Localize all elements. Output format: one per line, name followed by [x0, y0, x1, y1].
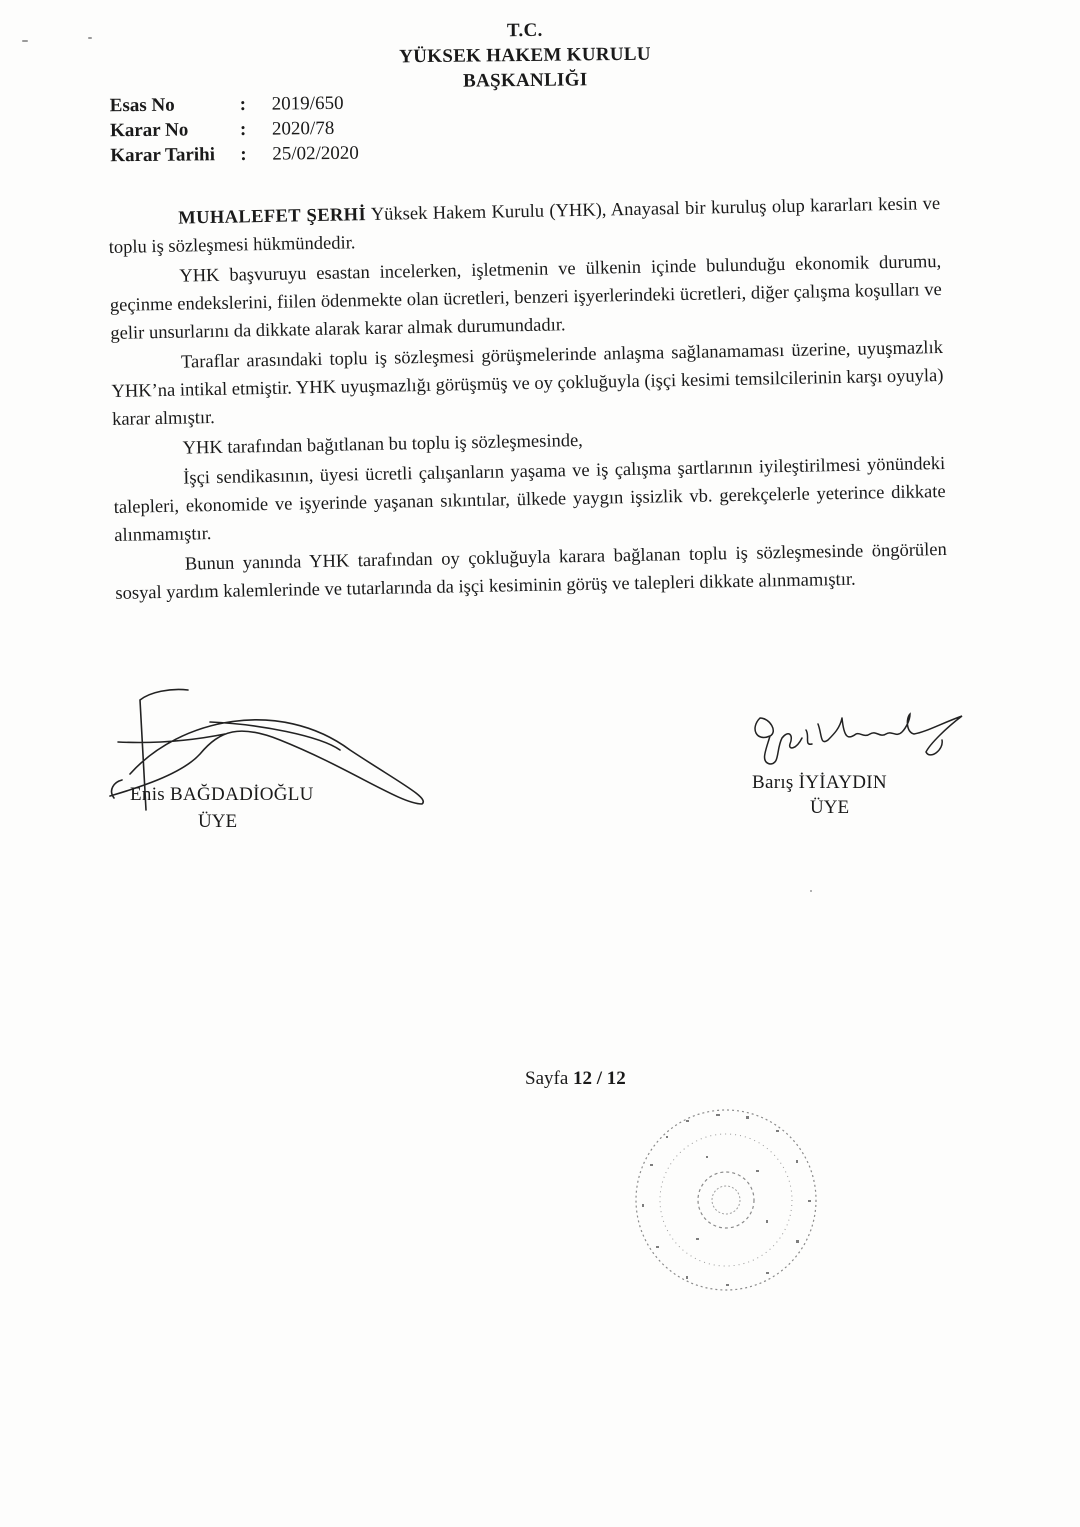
paragraph-5: İşçi sendikasının, üyesi ücretli çalışanların yaşama ve iş çalışma şartlarının iyileştirilmesi yönündeki talepleri, ekonomide ve işyerinde yaşanan sıkıntılar, ülkede yaygın işsizlik vb. gerekçelerle yeterince dikkate alınmamıştır. — [113, 453, 946, 546]
meta-colon: : — [239, 118, 247, 140]
dissent-body — [108, 190, 948, 610]
meta-colon: : — [240, 143, 247, 165]
meta-row-esas — [110, 91, 359, 119]
handwritten-signature — [730, 688, 990, 838]
dissent-heading: MUHALEFET ŞERHİ — [178, 205, 367, 229]
signature-block-right — [730, 688, 990, 838]
header-country: T.C. — [506, 19, 543, 42]
case-metadata — [110, 91, 359, 169]
header-office: BAŞKANLIĞI — [462, 69, 588, 92]
page-number: 12 / 12 — [573, 1068, 626, 1089]
scan-speck — [88, 37, 92, 39]
paragraph-4: YHK tarafından bağıtlanan bu toplu iş sözleşmesinde, — [182, 430, 584, 459]
paragraph-6: Bunun yanında YHK tarafından oy çokluğuyla karara bağlanan toplu iş sözleşmesinde öngörülen sosyal yardım kalemlerinde ve tutarlarında da işçi kesiminin görüş ve talepleri dikkate alınmamıştır. — [115, 539, 947, 604]
handwritten-signature — [100, 678, 440, 848]
meta-value: 2020/78 — [271, 117, 335, 140]
meta-row-tarih — [110, 141, 359, 169]
meta-label: Esas No — [109, 94, 175, 117]
page-footer — [525, 1068, 626, 1090]
institution-header — [360, 16, 691, 94]
official-seal-stamp — [626, 1100, 826, 1300]
meta-value: 2019/650 — [271, 92, 344, 115]
paragraph-3: Taraflar arasındaki toplu iş sözleşmesi görüşmelerinde anlaşma sağlanamaması üzerine, uyuşmazlık YHK’na intikal etmiştir. YHK uyuşmazlığı görüşmüş ve oy çokluğuyla (işçi kesimi temsilcilerinin karşı oyuyla) karar almıştır. — [111, 338, 944, 430]
signatory-role: ÜYE — [198, 811, 238, 832]
meta-value: 25/02/2020 — [272, 142, 359, 165]
signatory-name: Barış İYİAYDIN — [752, 772, 887, 793]
header-institution: YÜKSEK HAKEM KURULU — [399, 43, 651, 68]
paragraph-text: Yüksek Hakem Kurulu (YHK), Anayasal bir kuruluş olup kararları kesin ve toplu iş sözleşmesi hükmündedir. — [108, 194, 941, 258]
scan-speck — [22, 40, 28, 42]
paragraph-2: YHK başvuruyu esastan incelerken, işletmenin ve ülkenin içinde bulunduğu ekonomik durumu, geçinme endekslerini, fiilen ödenmekte olan ücretleri, benzeri işyerlerindeki ücretleri, diğer çalışma koşulları ve gelir unsurlarını da dikkate alarak karar almak durumundadır. — [109, 252, 942, 344]
meta-label: Karar No — [109, 119, 189, 142]
seal-icon — [626, 1100, 826, 1300]
meta-label: Karar Tarihi — [110, 144, 216, 167]
meta-colon: : — [239, 93, 247, 115]
scan-speck — [810, 890, 812, 892]
signatory-name: Enis BAĞDADİOĞLU — [130, 784, 314, 805]
signatory-role: ÜYE — [810, 797, 850, 818]
meta-row-karar — [110, 116, 359, 144]
page-label: Sayfa — [525, 1068, 569, 1089]
signature-block-left — [100, 678, 440, 848]
